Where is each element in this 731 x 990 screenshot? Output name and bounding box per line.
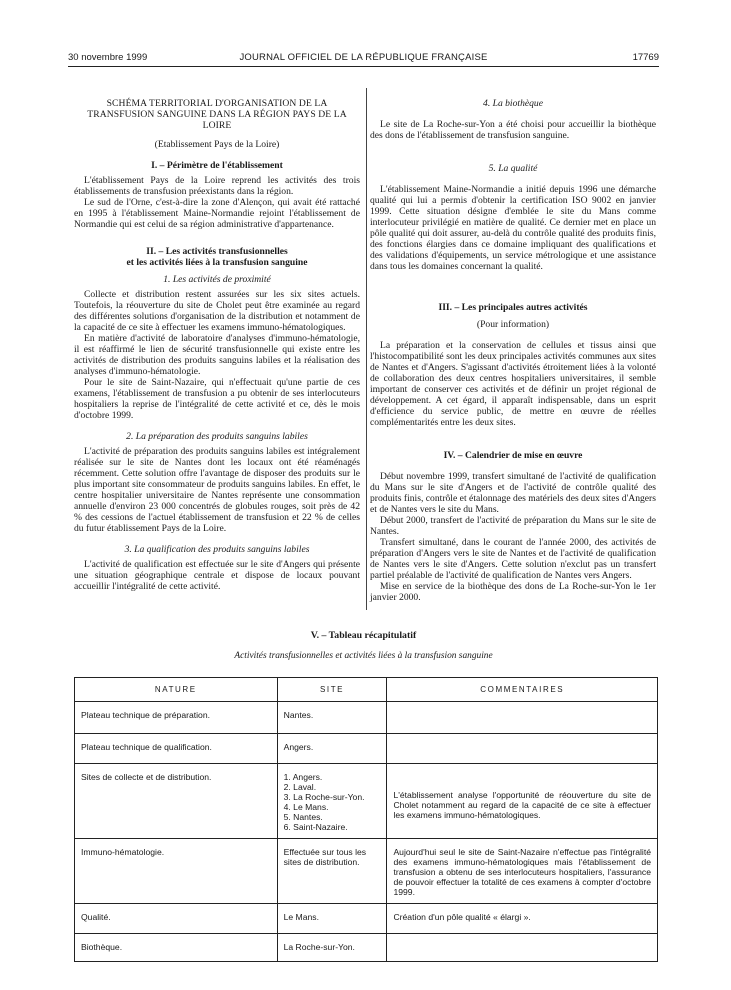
- nature-cell: Plateau technique de qualification.: [75, 734, 278, 764]
- paragraph: Collecte et distribution restent assurées sur les six sites actuels. Toutefois, la réouverture du site de Cholet peut être examinée au regard des différentes solutions d'organisation de la distribution et notamment de la capacité de ce site à effectuer les examens immuno-hématologiques.: [74, 289, 360, 333]
- nature-cell: Qualité.: [75, 904, 278, 934]
- paragraph: Le sud de l'Orne, c'est-à-dire la zone d'Alençon, qui avait été rattaché en 1995 à l'établissement Maine-Normandie rejoint l'établissement de Normandie qui est celui de sa région administrative d'appartenance.: [74, 197, 360, 230]
- comment-cell: [387, 702, 658, 734]
- site-cell: Effectuée sur tous les sites de distribution.: [277, 839, 387, 904]
- paragraph: Transfert simultané, dans le courant de l'année 2000, des activités de préparation d'Angers vers le site de Nantes et de l'activité de qualification de Nantes vers le site d'Angers. Cette solution n'exclut pas un transfert partiel préalable de l'activité de qualification de Nantes vers Angers.: [370, 537, 656, 581]
- section-5-heading: V. – Tableau récapitulatif: [310, 630, 417, 641]
- paragraph: Mise en service de la biothèque des dons de La Roche-sur-Yon le 1er janvier 2000.: [370, 581, 656, 603]
- section-3-heading: III. – Les principales autres activités: [438, 302, 588, 313]
- subsection-heading: 5. La qualité: [488, 163, 538, 174]
- comment-text: Aujourd'hui seul le site de Saint-Nazaire n'effectue pas l'intégralité des examens immuno-hématologiques mais l'établissement de transfusion a obtenu de ses interlocuteurs hospitaliers, l'assurance de pouvoir effectuer la totalité de ces examens à compter d'octobre 1999.: [393, 847, 651, 897]
- paragraph: Début 2000, transfert de l'activité de préparation du Mans sur le site de Nantes.: [370, 515, 656, 537]
- section-2-heading-line2: et les activités liées à la transfusion sanguine: [126, 257, 308, 268]
- paragraph: En matière d'activité de laboratoire d'analyses d'immuno-hématologie, il est réaffirmé le lien de sécurité transfusionnelle qui existe entre les activités de distribution des produits sanguins labiles et la réalisation des analyses d'immuno-hématologie.: [74, 333, 360, 377]
- comment-text: L'établissement analyse l'opportunité de réouverture du site de Cholet notamment au regard de la capacité de ce site à effectuer les examens immuno-hématologiques.: [393, 790, 651, 820]
- nature-cell: Sites de collecte et de distribution.: [75, 764, 278, 839]
- nature-cell: Biothèque.: [75, 934, 278, 962]
- site-cell: [277, 764, 387, 839]
- table-row: [75, 764, 658, 839]
- subsection-heading: 4. La biothèque: [483, 98, 543, 109]
- paragraph: Le site de La Roche-sur-Yon a été choisi pour accueillir la biothèque des dons de l'établissement de transfusion sanguine.: [370, 119, 656, 141]
- subsection-heading: 1. Les activités de proximité: [163, 274, 271, 285]
- site-list-item: 6. Saint-Nazaire.: [283, 822, 348, 832]
- paragraph: Pour le site de Saint-Nazaire, qui n'effectuait qu'une partie de ces examens, l'établissement de transfusion a pu obtenir de ses interlocuteurs hospitaliers la reprise de l'intégralité de cette activité et ce, dès le mois d'octobre 1999.: [74, 377, 360, 421]
- site-list-item: 4. Le Mans.: [283, 802, 329, 812]
- paragraph: La préparation et la conservation de cellules et tissus ainsi que l'histocompatibilité sont les deux principales activités communes aux sites de Nantes et d'Angers. S'agissant d'activités étroitement liées à la volonté de collaboration des deux centres hospitaliers universitaires, il semble important de conserver ces activités et de définir un projet régional de développement. A cet égard, il apparaît indispensable, dans un esprit d'efficience du service public, de mettre en œuvre de réelles complémentarités entre les deux sites.: [370, 340, 656, 428]
- header-page-number: 17769: [632, 52, 659, 63]
- document-subtitle: (Etablissement Pays de la Loire): [154, 139, 280, 150]
- site-list-item: 5. Nantes.: [283, 812, 323, 822]
- section-4-heading: IV. – Calendrier de mise en œuvre: [443, 450, 583, 461]
- site-list-item: 1. Angers.: [283, 772, 323, 782]
- site-cell: La Roche-sur-Yon.: [277, 934, 387, 962]
- site-list-item: 2. Laval.: [283, 782, 317, 792]
- column-header-nature: NATURE: [75, 678, 278, 702]
- page-header: [68, 52, 659, 66]
- subsection-heading: 3. La qualification des produits sanguins labiles: [124, 544, 310, 555]
- header-date: 30 novembre 1999: [68, 52, 148, 63]
- table-row: [75, 702, 658, 734]
- site-list-item: 3. La Roche-sur-Yon.: [283, 792, 365, 802]
- comment-cell: [387, 839, 658, 904]
- subsection-heading: 2. La préparation des produits sanguins labiles: [126, 431, 308, 442]
- section-3-subheading: (Pour information): [476, 319, 550, 330]
- comment-cell: [387, 764, 658, 839]
- right-column: [370, 98, 656, 603]
- table-row: [75, 904, 658, 934]
- paragraph: Début novembre 1999, transfert simultané de l'activité de qualification du Mans sur le site d'Angers et de l'activité de contrôle qualité des produits finis, contrôle et étalonnage des matériels des deux sites d'Angers et de Nantes vers le site du Mans.: [370, 471, 656, 515]
- nature-cell: Plateau technique de préparation.: [75, 702, 278, 734]
- table-row: [75, 934, 658, 962]
- site-cell: Le Mans.: [277, 904, 387, 934]
- header-rule: [68, 66, 659, 67]
- column-divider: [366, 88, 367, 610]
- nature-cell: Immuno-hématologie.: [75, 839, 278, 904]
- paragraph: L'établissement Maine-Normandie a initié depuis 1996 une démarche qualité qui lui a permis d'obtenir la certification ISO 9002 en janvier 1999. Cette situation désigne d'emblée le site du Mans comme interlocuteur privilégié en matière de qualité. Ce dernier met en place un pôle qualité qui doit assurer, au-delà du contrôle qualité des produits finis, des fonctions élargies dans ce domaine impliquant des qualifications et des validations d'équipements, un service métrologique et une assistance dans tous les domaines concernant la qualité.: [370, 184, 656, 272]
- section-5-subheading: Activités transfusionnelles et activités liées à la transfusion sanguine: [234, 651, 493, 661]
- comment-cell: [387, 734, 658, 764]
- site-cell: Nantes.: [277, 702, 387, 734]
- left-column: [74, 98, 360, 592]
- site-cell: Angers.: [277, 734, 387, 764]
- paragraph: L'activité de préparation des produits sanguins labiles est intégralement réalisée sur le site de Nantes dont les locaux ont été réaménagés récemment. Cette solution offre l'avantage de disposer des produits sur le plus important site consommateur de produits sanguins labiles. En effet, le centre hospitalier universitaire de Nantes représente une consommation annuelle d'environ 23 000 concentrés de globules rouges, soit près de 42 % des cessions de l'actuel établissement de transfusion et 22 % de celles du futur établissement Pays de la Loire.: [74, 446, 360, 534]
- paragraph: L'activité de qualification est effectuée sur le site d'Angers qui présente une situation géographique centrale et dispose de locaux pouvant accueillir l'intégralité de cette activité.: [74, 559, 360, 592]
- comment-cell: [387, 934, 658, 962]
- section-1-heading: I. – Périmètre de l'établissement: [151, 160, 283, 171]
- table-row: [75, 734, 658, 764]
- comment-cell: Création d'un pôle qualité « élargi ».: [387, 904, 658, 934]
- table-header-row: [75, 678, 658, 702]
- summary-table: [74, 677, 658, 962]
- section-2-heading: II. – Les activités transfusionnelles: [146, 246, 288, 257]
- header-journal-title: JOURNAL OFFICIEL DE LA RÉPUBLIQUE FRANÇAISE: [239, 52, 488, 63]
- paragraph: L'établissement Pays de la Loire reprend les activités des trois établissements de transfusion préexistants dans la région.: [74, 175, 360, 197]
- table-row: [75, 839, 658, 904]
- column-header-site: SITE: [277, 678, 387, 702]
- document-title: SCHÉMA TERRITORIAL D'ORGANISATION DE LA TRANSFUSION SANGUINE DANS LA RÉGION PAYS DE LA LOIRE: [87, 98, 347, 131]
- column-header-comments: COMMENTAIRES: [387, 678, 658, 702]
